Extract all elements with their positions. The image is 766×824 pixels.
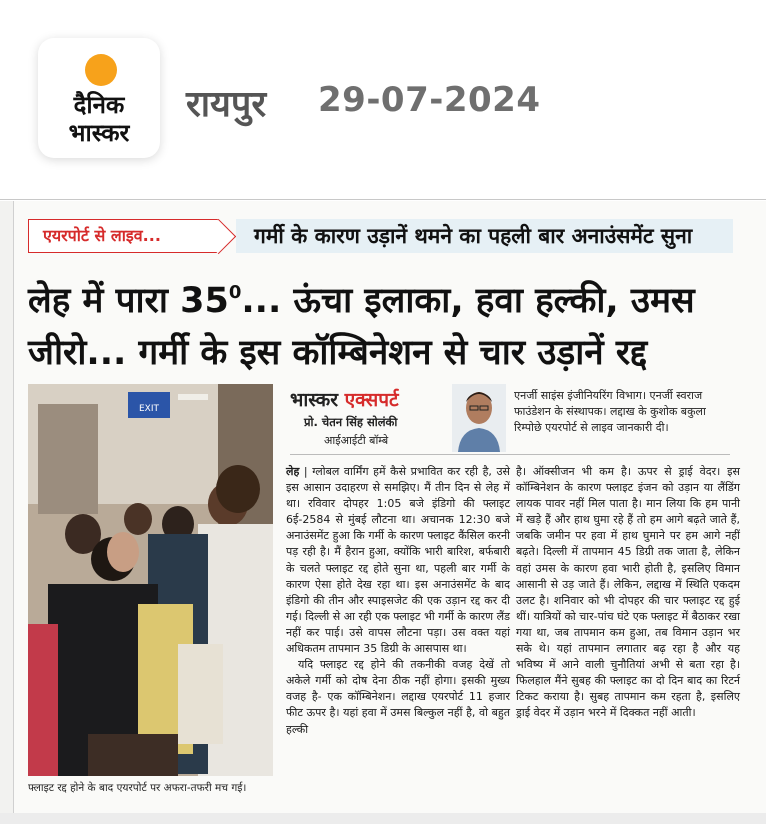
expert-bio: एनर्जी साइंस इंजीनियरिंग विभाग। एनर्जी स्वराज फाउंडेशन के संस्थापक। लद्दाख के कुशोक बकुला रिम्पोछे एयरपोर्ट से लाइव जानकारी दी। xyxy=(514,389,706,434)
photo-caption: फ्लाइट रद्द होने के बाद एयरपोर्ट पर अफरा-तफरी मच गई। xyxy=(28,782,247,794)
app-header xyxy=(0,0,766,200)
article-headline xyxy=(28,267,738,379)
logo-text-line2: भास्कर xyxy=(68,119,130,147)
dainik-bhaskar-logo[interactable] xyxy=(38,38,160,158)
article-kicker xyxy=(28,219,733,255)
kicker-strap: गर्मी के कारण उड़ानें थमने का पहली बार अनाउंसमेंट सुना xyxy=(236,219,733,253)
expert-avatar xyxy=(452,384,506,452)
clipping-bottom-strip xyxy=(0,813,766,824)
body-paragraph-1 xyxy=(286,464,510,657)
logo-text-line1: दैनिक xyxy=(73,91,125,119)
headline-degree: 0 xyxy=(228,282,242,303)
airport-crowd-photo xyxy=(28,384,273,776)
body-paragraph-3: है। ऑक्सीजन भी कम है। ऊपर से ड्राई वेदर। इस कॉम्बिनेशन के कारण फ्लाइट इंजन को उड़ान या लैंडिंग लायक पावर नहीं मिल पाता है। मान लिया कि हम पानी में खड़े हैं और हाथ घुमा रहे हैं तो हम आगे बढ़ते जाते हैं, जबकि जमीन पर हवा में हाथ घुमाने पर हम आगे नहीं बढ़ते। दिल्ली में तापमान 45 डिग्री तक जाता है, लेकिन वहां उमस के कारण हवा भारी होती है, इसलिए विमान आसानी से उड़ जाते हैं। लेकिन, लद्दाख में स्थिति एकदम उलट है। शनिवार को भी दोपहर की चार फ्लाइट रद्द हुई थीं। यात्रियों को चार-पांच घंटे एक फ्लाइट में बैठाकर रखा गया था, जब तापमान कम हुआ, तब विमान उड़ान भर सके थे। यहां तापमान लगातार बढ़ रहा है और यह भविष्य में आने वाली चुनौतियां अभी से बता रहा है। फिलहाल मैंने सुबह की फ्लाइट का दो दिन बाद का रिटर्न टिकट कराया है। सुबह तापमान कम रहता है, इसलिए ड्राई वेदर में उड़ान भरने में दिक्कत नहीं आती। xyxy=(516,465,740,720)
photo-illustration xyxy=(28,384,273,776)
body-column-2 xyxy=(516,464,740,722)
headline-line-2: जीरो... गर्मी के इस कॉम्बिनेशन से चार उड़ानें रद्द xyxy=(28,333,648,373)
expert-rule xyxy=(290,454,730,455)
expert-institute: आईआईटी बॉम्बे xyxy=(324,434,389,447)
expert-name: प्रो. चेतन सिंह सोलंकी xyxy=(304,415,398,429)
headline-line-1-end: ... ऊंचा इलाका, हवा हल्की, उमस xyxy=(241,281,695,321)
dateline: लेह xyxy=(286,465,300,478)
expert-brand-highlight: एक्सपर्ट xyxy=(344,389,399,411)
kicker-tag: एयरपोर्ट से लाइव... xyxy=(28,219,218,253)
adjacent-column-edge xyxy=(0,201,14,824)
edition-city: रायपुर xyxy=(186,84,267,125)
body-column-1 xyxy=(286,464,510,738)
headline-line-1 xyxy=(28,267,738,327)
exit-sign-text: EXIT xyxy=(138,404,160,414)
body-paragraph-1-text: | ग्लोबल वार्मिंग हमें कैसे प्रभावित कर रही है, उसे इस आसान उदाहरण से समझिए। मैं तीन दिन से लेह में था। रविवार दोपहर 1:05 बजे इंडिगो की फ्लाइट 6ई-2584 से मुंबई लौटना था। अचानक 12:30 बजे अनाउंसमेंट हुआ कि गर्मी के कारण फ्लाइट कैंसिल करनी पड़ रही है। मैं हैरान हुआ, क्योंकि भारी बारिश, बर्फबारी के चलते फ्लाइट रद्द होते सुना था, पहली बार गर्मी के कारण ऐसा होते देख रहा था। इस अनाउंसमेंट के बाद इंडिगो की तीन और स्पाइसजेट की एक उड़ान रद्द कर दी गई। दिल्ली से आ रही एक फ्लाइट भी गर्मी के कारण लैंड नहीं कर पाई। उसे वापस लौटना पड़ा। उस वक्त यहां अधिकतम तापमान 35 डिग्री के आसपास था। xyxy=(286,465,510,656)
expert-brand xyxy=(290,386,399,412)
expert-box xyxy=(290,384,730,452)
edition-date: 29-07-2024 xyxy=(318,80,541,120)
body-paragraph-2: यदि फ्लाइट रद्द होने की तकनीकी वजह देखें तो अकेले गर्मी को दोष देना ठीक नहीं होगा। इसकी मुख्य वजह है- एक कॉम्बिनेशन। लद्दाख एयरपोर्ट 11 हजार फीट ऊपर है। यहां हवा में उमस बिल्कुल नहीं है, वो बहुत हल्की xyxy=(286,658,510,736)
header-divider xyxy=(0,199,766,200)
expert-brand-prefix: भास्कर xyxy=(290,389,345,411)
headline-line-1-start: लेह में पारा 35 xyxy=(28,281,229,321)
newspaper-clipping xyxy=(0,201,766,824)
logo-sun-icon xyxy=(85,54,117,86)
